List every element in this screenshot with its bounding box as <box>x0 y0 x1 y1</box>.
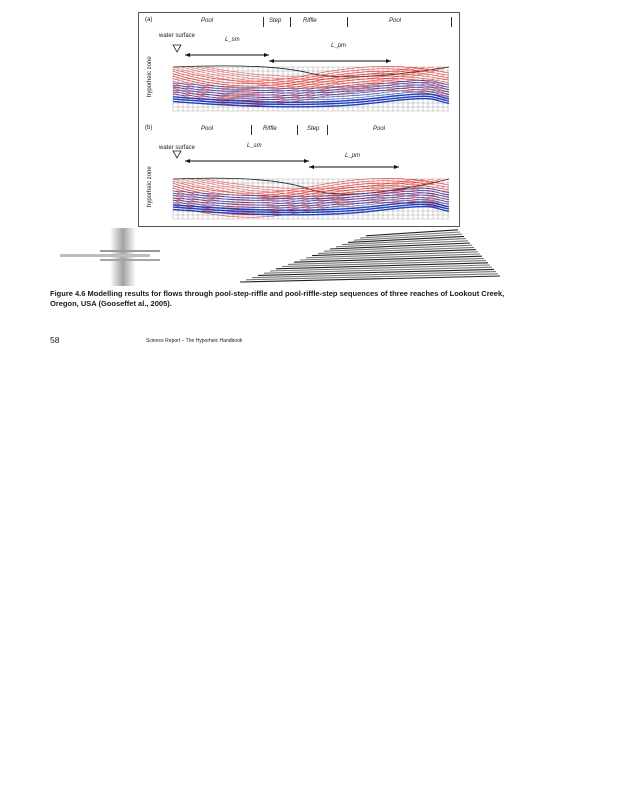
reach-divider <box>451 17 452 27</box>
reach-divider <box>347 17 348 27</box>
hyporheic-zone-label: hyporheic zone <box>147 166 153 207</box>
reach-divider <box>290 17 291 27</box>
figure-4-6 <box>138 12 460 227</box>
length-label-sm: L_sm <box>247 143 262 149</box>
panel-b-letter: (b) <box>145 125 153 131</box>
panel-b <box>145 123 453 223</box>
length-label-pm: L_pm <box>345 153 361 159</box>
reach-label-riffle: Riffle <box>263 126 277 132</box>
water-surface-triangle-icon <box>173 45 181 52</box>
reach-label-step: Step <box>269 18 282 24</box>
hyporheic-zone-label: hyporheic zone <box>147 56 153 97</box>
caption-line-1: Figure 4.6 Modelling results for flows through pool-step-riffle and pool-riffle-step sequences of three reaches of Lookout Creek, <box>50 289 505 298</box>
running-title: Science Report – The Hyporheic Handbook <box>146 338 243 344</box>
reach-label-step: Step <box>307 126 320 132</box>
caption-line-2: Oregon, USA (Gooseffet al., 2005). <box>50 299 172 308</box>
length-label-sm: L_sm <box>225 37 240 43</box>
reach-label-pool-2: Pool <box>373 126 386 132</box>
page-number: 58 <box>50 335 60 345</box>
reach-label-pool-1: Pool <box>201 126 214 132</box>
water-surface-triangle-icon <box>173 151 181 158</box>
scan-artifact <box>60 228 530 286</box>
reach-divider <box>251 125 252 135</box>
reach-label-riffle: Riffle <box>303 18 317 24</box>
water-surface-label: water surface <box>159 145 196 151</box>
figure-caption <box>50 289 570 309</box>
panel-a-letter: (a) <box>145 17 153 23</box>
red-flow-lines <box>173 178 449 217</box>
reach-label-pool-1: Pool <box>201 18 214 24</box>
flow-model-panel-b <box>159 149 453 221</box>
reach-divider <box>297 125 298 135</box>
water-surface-label: water surface <box>159 33 196 39</box>
reach-label-pool-2: Pool <box>389 18 402 24</box>
panel-a <box>145 15 453 117</box>
reach-divider <box>327 125 328 135</box>
reach-divider <box>263 17 264 27</box>
flow-model-panel-a <box>159 41 453 113</box>
length-label-pm: L_pm <box>331 43 347 49</box>
